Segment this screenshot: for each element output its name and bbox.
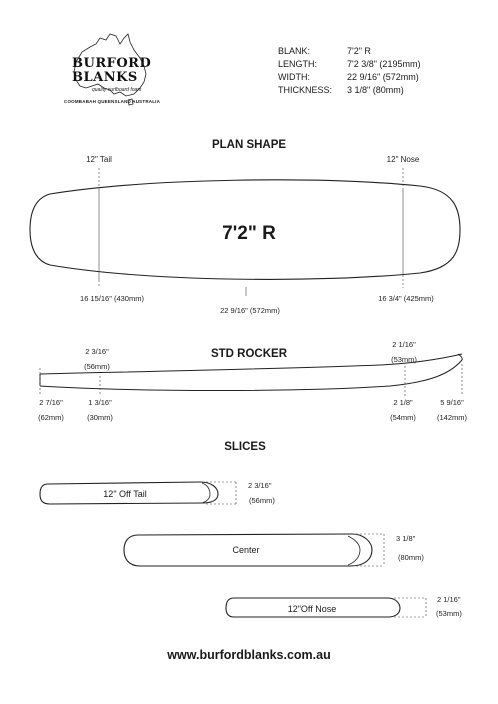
brand-location: COOMBABAH QUEENSLAND AUSTRALIA [64,99,161,104]
slices-heading: SLICES [224,441,266,453]
spec-value: 7'2 3/8" (2195mm) [347,59,421,69]
spec-row [278,59,317,69]
rocker-measure-mm: (30mm) [87,413,113,422]
slice-center-thickness: 3 1/8" [396,534,416,543]
rocker-measure-mm: (142mm) [436,413,468,422]
spec-value: 3 1/8" (80mm) [347,85,404,95]
nose-station-label: 12" Nose [386,155,420,164]
spec-row [278,72,310,82]
tail-station-label: 12" Tail [86,155,112,164]
brand-name-line2: BLANKS [72,70,138,85]
spec-label: THICKNESS: [278,85,333,95]
slice-tail-thickness-mm: (56mm) [249,496,275,505]
slice-center-label: Center [232,545,260,555]
spec-row [278,85,332,95]
rocker-measure: 1 3/16" [88,398,112,407]
rocker-measure: 5 9/16" [440,398,464,407]
rocker-measure-mm: (62mm) [38,413,64,422]
slice-tail-thickness: 2 3/16" [248,481,272,490]
rocker-heading: STD ROCKER [210,348,288,360]
rocker-nose-measure: 2 1/16" [392,340,416,349]
slice-tail-label: 12" Off Tail [103,489,147,499]
plan-shape-heading: PLAN SHAPE [211,139,287,151]
spec-value: 22 9/16" (572mm) [347,72,419,82]
nose-width-label: 16 3/4" (425mm) [378,294,434,303]
rocker-measure: 2 7/16" [39,398,63,407]
rocker-tail-measure: 2 3/16" [85,347,109,356]
spec-value: 7'2" R [347,46,371,56]
brand-tagline: quality surfboard foam [92,87,142,93]
tail-width-label: 16 15/16" (430mm) [80,294,144,303]
board-model-label: 7'2" R [222,223,276,244]
rocker-measure: 2 1/8" [393,398,413,407]
slice-nose-label: 12"Off Nose [287,604,337,614]
rocker-measure-mm: (54mm) [390,413,416,422]
website-link[interactable]: www.burfordblanks.com.au [167,648,331,662]
slice-nose-thickness-mm: (53mm) [436,609,462,618]
spec-label: BLANK: [278,46,311,56]
spec-label: LENGTH: [278,59,318,69]
spec-row [278,46,310,56]
center-width-label: 22 9/16" (572mm) [220,306,280,315]
brand-name-line1: BURFORD [72,56,152,71]
rocker-tail-measure-mm: (56mm) [84,362,110,371]
slice-nose-thickness: 2 1/16" [437,595,461,604]
slice-center-thickness-mm: (80mm) [398,553,424,562]
rocker-nose-measure-mm: (53mm) [391,355,417,364]
spec-label: WIDTH: [278,72,310,82]
